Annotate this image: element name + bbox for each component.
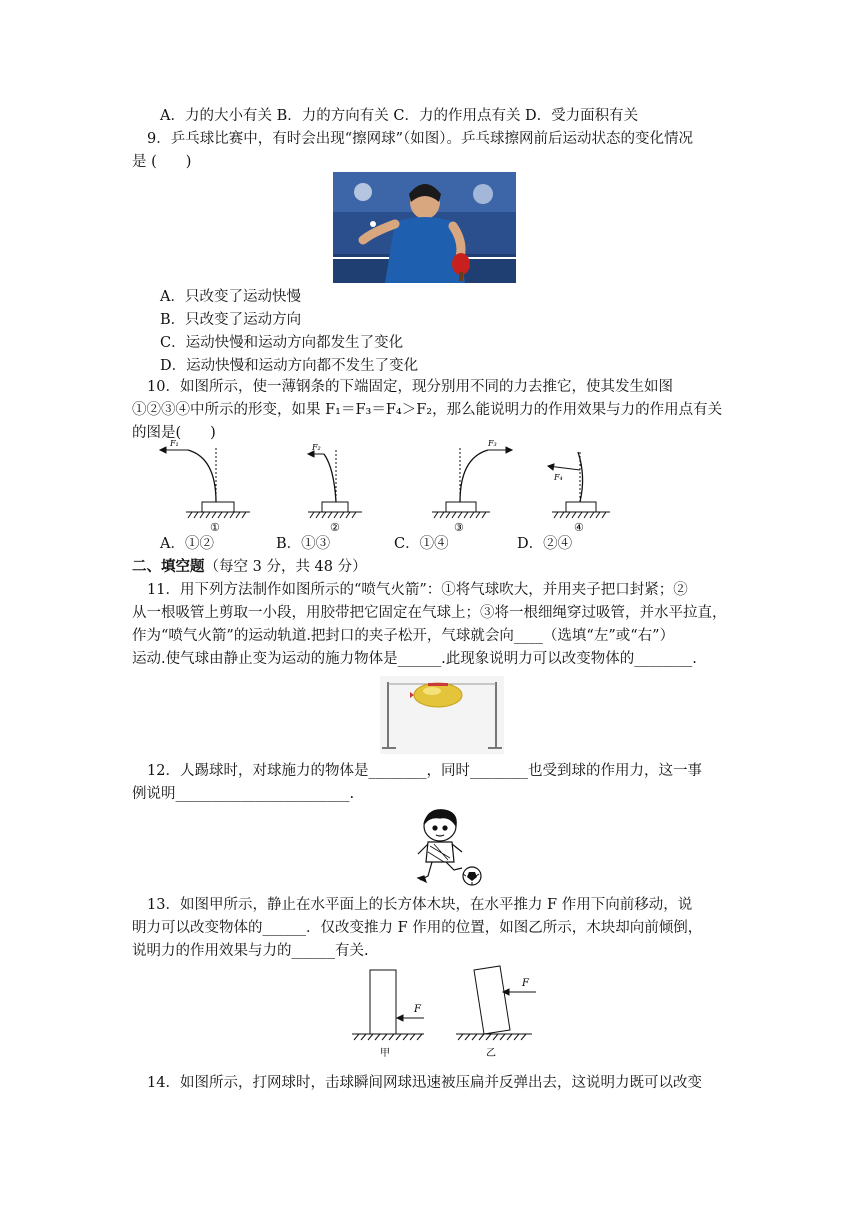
q12-stem-line2: 例说明________________________. xyxy=(132,786,355,802)
fig-label-1: ① xyxy=(210,521,220,534)
q10-option-d: D．②④ xyxy=(517,536,573,552)
q10-stem-line3: 的图是( ) xyxy=(132,425,216,441)
q13-stem-line3: 说明力的作用效果与力的______有关. xyxy=(132,943,369,959)
fig-label-jia: 甲 xyxy=(380,1048,390,1059)
q13-stem-line2: 明力可以改变物体的______．仅改变推力 F 作用的位置，如图乙所示，木块却向前倾倒， xyxy=(132,920,703,936)
section-heading xyxy=(132,557,367,577)
steel-strip-figures xyxy=(150,438,620,534)
balloon-rocket-figure xyxy=(380,676,504,754)
table-tennis-photo xyxy=(333,172,516,283)
fig-label-4: ④ xyxy=(574,521,584,534)
force-label-f1: F₁ xyxy=(170,439,179,448)
q12-stem-line1: 12．人踢球时，对球施力的物体是________，同时________也受到球的作用力，这一事 xyxy=(147,763,702,779)
q10-option-c: C．①④ xyxy=(394,536,449,552)
force-label-yi: F xyxy=(522,978,529,989)
section-title: 二、填空题 xyxy=(132,559,205,575)
q9-option-b: B．只改变了运动方向 xyxy=(160,312,302,328)
q10-option-b: B．①③ xyxy=(276,536,331,552)
q10-stem-line2: ①②③④中所示的形变，如果 F₁＝F₃＝F₄＞F₂，那么能说明力的作用效果与力的作用点有关 xyxy=(132,402,723,418)
q10-option-a: A．①② xyxy=(160,536,214,552)
fig-label-3: ③ xyxy=(454,521,464,534)
q9-stem-line1: 9．乒乓球比赛中，有时会出现“擦网球”（如图）。乒乓球擦网前后运动状态的变化情况 xyxy=(147,131,694,147)
strip-figure-1 xyxy=(160,447,250,518)
q11-stem-line3: 作为“喷气火箭”的运动轨道.把封口的夹子松开，气球就会向____（选填“左”或“右”） xyxy=(132,628,675,644)
force-label-f3: F₃ xyxy=(488,439,497,448)
q14-stem-line1: 14．如图所示，打网球时，击球瞬间网球迅速被压扁并反弹出去，这说明力既可以改变 xyxy=(147,1075,702,1091)
fig-label-2: ② xyxy=(330,521,340,534)
strip-figure-3 xyxy=(432,447,512,518)
section-note: （每空 3 分，共 48 分） xyxy=(204,559,367,575)
q13-stem-line1: 13．如图甲所示，静止在水平面上的长方体木块，在水平推力 F 作用下向前移动，说 xyxy=(147,897,693,913)
q8-options: A．力的大小有关 B．力的方向有关 C．力的作用点有关 D．受力面积有关 xyxy=(160,108,639,124)
wooden-block-figures xyxy=(346,962,536,1062)
force-label-jia: F xyxy=(414,1004,421,1015)
q9-option-c: C．运动快慢和运动方向都发生了变化 xyxy=(160,335,404,351)
q11-stem-line4: 运动.使气球由静止变为运动的施力物体是______.此现象说明力可以改变物体的________. xyxy=(132,651,697,667)
q11-stem-line1: 11．用下列方法制作如图所示的“喷气火箭”：①将气球吹大，并用夹子把口封紧；② xyxy=(147,582,688,598)
q10-stem-line1: 10．如图所示，使一薄钢条的下端固定，现分别用不同的力去推它，使其发生如图 xyxy=(147,379,673,395)
force-label-f2: F₂ xyxy=(312,443,321,452)
q9-stem-line2: 是 ( ) xyxy=(132,154,192,170)
boy-kicking-ball-figure xyxy=(410,806,486,888)
q9-option-a: A．只改变了运动快慢 xyxy=(160,289,301,305)
q9-option-d: D．运动快慢和运动方向都不发生了变化 xyxy=(160,358,419,374)
fig-label-yi: 乙 xyxy=(486,1048,496,1059)
strip-figure-2 xyxy=(308,450,362,518)
strip-figure-4 xyxy=(548,452,610,518)
force-label-f4: F₄ xyxy=(554,473,563,482)
q11-stem-line2: 从一根吸管上剪取一小段，用胶带把它固定在气球上；③将一根细绳穿过吸管，并水平拉直， xyxy=(132,605,727,621)
